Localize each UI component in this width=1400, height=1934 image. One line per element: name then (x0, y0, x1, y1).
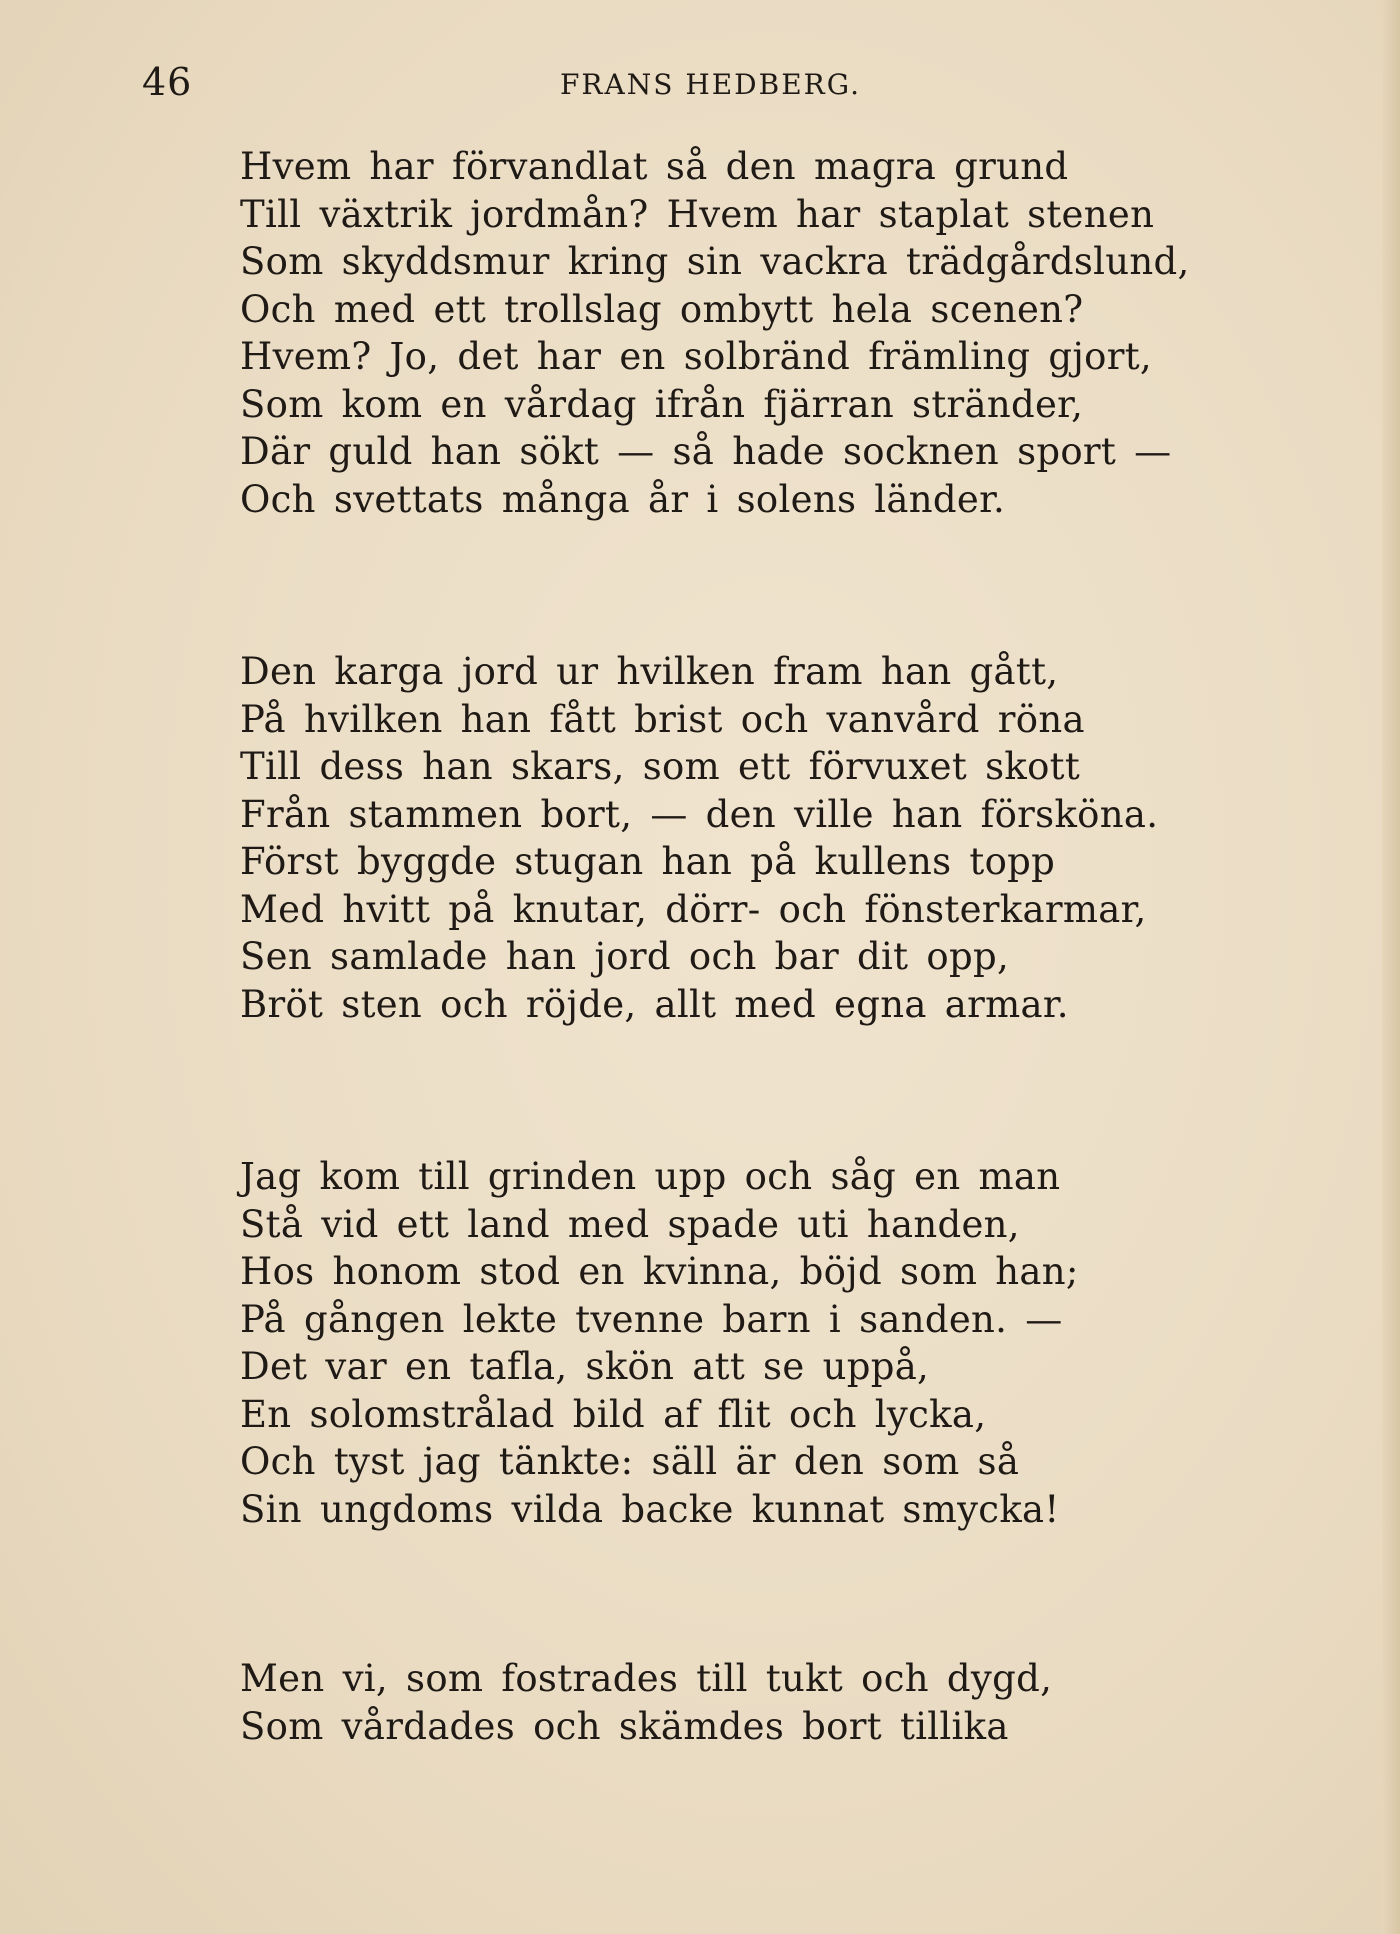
poem-line: Till dess han skars, som ett förvuxet skott (240, 745, 1081, 788)
poem-line: Hvem har förvandlat så den magra grund (240, 145, 1069, 188)
poem-line: Till växtrik jordmån? Hvem har staplat stenen (240, 192, 1155, 236)
poem-line: På hvilken han fått brist och vanvård röna (240, 697, 1085, 741)
poem-line: På gången lekte tvenne barn i sanden. — (240, 1297, 1063, 1341)
poem-line: Det var en tafla, skön att se uppå, (240, 1345, 930, 1388)
poem-line: Från stammen bort, — den ville han försköna. (240, 792, 1159, 836)
poem-line: Bröt sten och röjde, allt med egna armar. (240, 982, 1069, 1026)
poem-line: Där guld han sökt — så hade socknen sport — (240, 430, 1172, 473)
poem-line: Och svettats många år i solens länder. (240, 477, 1006, 521)
stanza-2 (240, 648, 1158, 1028)
page-edge (1382, 0, 1400, 1934)
running-head: FRANS HEDBERG. (560, 68, 861, 101)
poem-line: Sen samlade han jord och bar dit opp, (240, 935, 1009, 978)
page-number: 46 (142, 60, 193, 104)
poem-line: Och tyst jag tänkte: säll är den som så (240, 1440, 1020, 1483)
stanza-4 (240, 1655, 1052, 1750)
poem-line: Men vi, som fostrades till tukt och dygd, (240, 1657, 1053, 1700)
poem-line: En solomstrålad bild af flit och lycka, (240, 1392, 987, 1436)
poem-line: Stå vid ett land med spade uti handen, (240, 1202, 1020, 1246)
poem-line: Som skyddsmur kring sin vackra trädgårdslund, (240, 240, 1190, 283)
poem-line: Som kom en vårdag ifrån fjärran stränder, (240, 382, 1084, 426)
poem-line: Först byggde stugan han på kullens topp (240, 840, 1056, 883)
poem-line: Hos honom stod en kvinna, böjd som han; (240, 1250, 1079, 1293)
poem-line: Jag kom till grinden upp och såg en man (240, 1155, 1061, 1198)
poem-line: Med hvitt på knutar, dörr- och fönsterkarmar, (240, 887, 1147, 931)
page-header (0, 60, 1400, 110)
poem-line: Och med ett trollslag ombytt hela scenen? (240, 287, 1084, 331)
poem-line: Hvem? Jo, det har en solbränd främling gjort, (240, 335, 1152, 378)
poem-line: Den karga jord ur hvilken fram han gått, (240, 650, 1059, 693)
stanza-1 (240, 143, 1190, 523)
poem-line: Sin ungdoms vilda backe kunnat smycka! (240, 1487, 1060, 1531)
poem-line: Som vårdades och skämdes bort tillika (240, 1704, 1009, 1748)
stanza-3 (240, 1153, 1079, 1533)
